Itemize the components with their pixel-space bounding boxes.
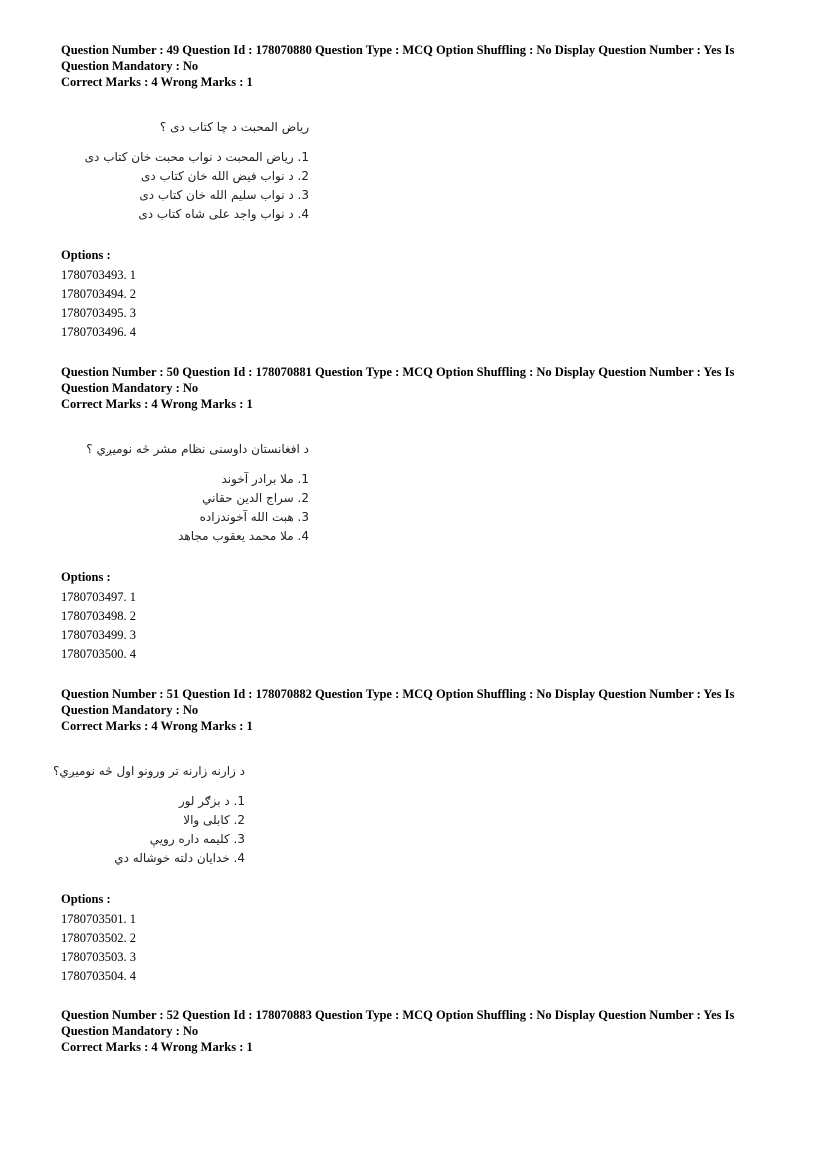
question-meta <box>61 364 761 412</box>
question-block-49 <box>61 42 761 339</box>
option-1: 1780703493. 1 <box>61 268 136 282</box>
meta-line-2: Question Mandatory : No <box>61 381 199 395</box>
meta-line-2: Question Mandatory : No <box>61 1024 199 1038</box>
meta-line-1: Question Number : 51 Question Id : 178070882 Question Type : MCQ Option Shuffling : No Display Question Number : Yes Is <box>61 687 735 701</box>
choice-4: 4. ملا محمد يعقوب مجاهد <box>178 529 309 543</box>
option-3: 1780703495. 3 <box>61 306 136 320</box>
meta-line-3: Correct Marks : 4 Wrong Marks : 1 <box>61 75 253 89</box>
question-image <box>61 120 321 230</box>
question-meta <box>61 686 761 734</box>
option-1: 1780703501. 1 <box>61 912 136 926</box>
meta-line-1: Question Number : 49 Question Id : 178070880 Question Type : MCQ Option Shuffling : No Display Question Number : Yes Is <box>61 43 735 57</box>
question-meta <box>61 1007 761 1055</box>
question-block-51 <box>53 686 761 983</box>
option-2: 1780703494. 2 <box>61 287 136 301</box>
question-stem: د زارنه زارنه تر ورونو اول څه نوميږي؟ <box>53 764 245 778</box>
meta-line-1: Question Number : 50 Question Id : 178070881 Question Type : MCQ Option Shuffling : No Display Question Number : Yes Is <box>61 365 735 379</box>
option-2: 1780703498. 2 <box>61 609 136 623</box>
choice-2: 2. سراج الدين حقاني <box>202 491 309 505</box>
question-image <box>61 442 321 552</box>
choice-4: 4. د نواب واجد على شاه كتاب دى <box>138 207 309 221</box>
question-meta <box>61 42 761 90</box>
question-stem: د افغانستان داوسنى نظام مشر څه نوميږي ؟ <box>86 442 309 456</box>
choice-3: 3. د نواب سليم الله خان كتاب دى <box>139 188 309 202</box>
meta-line-3: Correct Marks : 4 Wrong Marks : 1 <box>61 1040 253 1054</box>
meta-line-3: Correct Marks : 4 Wrong Marks : 1 <box>61 397 253 411</box>
meta-line-2: Question Mandatory : No <box>61 703 199 717</box>
choice-3: 3. کلیمه داره رویې <box>149 832 245 846</box>
meta-line-2: Question Mandatory : No <box>61 59 199 73</box>
option-4: 1780703496. 4 <box>61 325 136 339</box>
option-4: 1780703504. 4 <box>61 969 136 983</box>
choice-3: 3. هبت الله آخوندزاده <box>199 510 309 524</box>
choice-1: 1. ملا برادر آخوند <box>221 472 309 486</box>
option-4: 1780703500. 4 <box>61 647 136 661</box>
question-block-50 <box>61 364 761 661</box>
choice-1: 1. د بزګر لور <box>178 794 245 808</box>
choice-2: 2. د نواب فيض الله خان كتاب دى <box>140 169 309 183</box>
options-title: Options : <box>61 248 111 262</box>
options-title: Options : <box>61 892 111 906</box>
choice-4: 4. خدايان دلته خوشاله دي <box>114 851 245 865</box>
question-image <box>53 764 261 874</box>
option-1: 1780703497. 1 <box>61 590 136 604</box>
option-3: 1780703503. 3 <box>61 950 136 964</box>
choice-2: 2. کابلی والا <box>183 813 245 827</box>
question-block-52 <box>61 1007 761 1055</box>
question-stem: رياض المحبت د چا كتاب دى ؟ <box>159 120 309 134</box>
meta-line-3: Correct Marks : 4 Wrong Marks : 1 <box>61 719 253 733</box>
options-title: Options : <box>61 570 111 584</box>
option-2: 1780703502. 2 <box>61 931 136 945</box>
option-3: 1780703499. 3 <box>61 628 136 642</box>
choice-1: 1. رياض المحبت د نواب محبت خان كتاب دى <box>84 150 309 164</box>
meta-line-1: Question Number : 52 Question Id : 178070883 Question Type : MCQ Option Shuffling : No Display Question Number : Yes Is <box>61 1008 735 1022</box>
